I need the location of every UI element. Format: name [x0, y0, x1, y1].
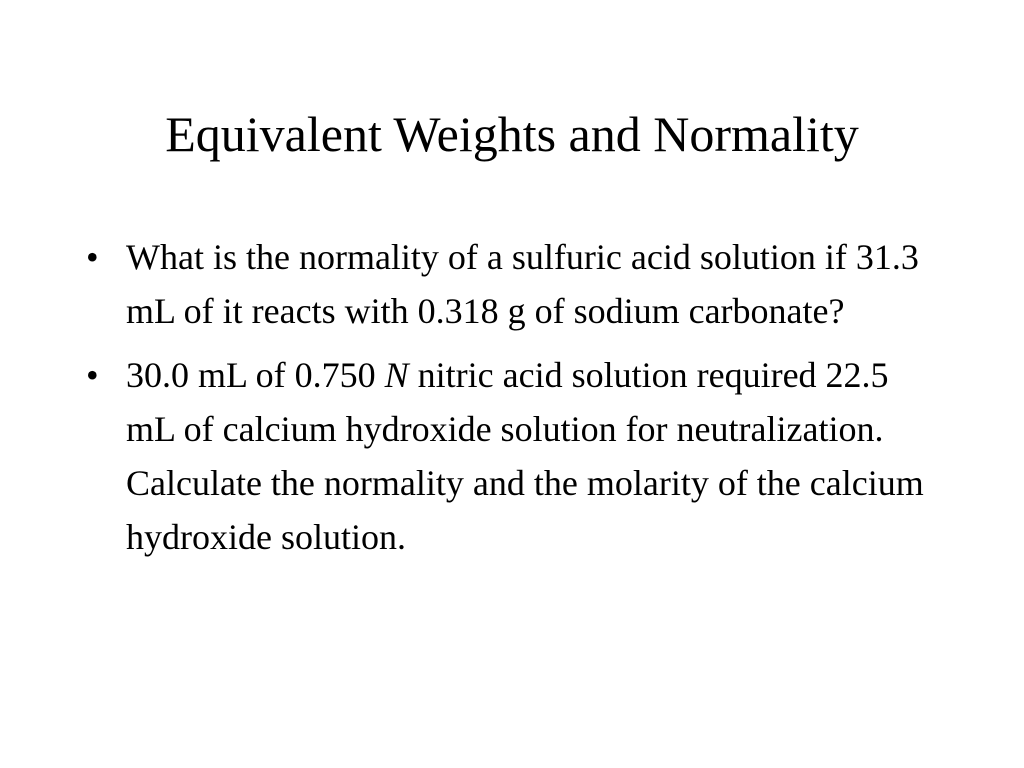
bullet-text-1: What is the normality of a sulfuric acid solution if 31.3 mL of it reacts with 0.318 g of sodium carbonate? [126, 237, 919, 331]
normality-symbol: N [384, 355, 409, 395]
bullet-dot-icon: • [86, 237, 99, 277]
slide-title: Equivalent Weights and Normality [165, 106, 859, 162]
bullet-item-1 [82, 230, 942, 338]
bullet-dot-icon: • [86, 355, 99, 395]
bullet-text-2-start: 30.0 mL of 0.750 [126, 355, 385, 395]
bullet-list [82, 230, 942, 564]
bullet-text-2-end: nitric acid solution required 22.5 mL of calcium hydroxide solution for neutralization. Calculate the normality and the molarity of the calcium hydroxide solution. [126, 355, 933, 557]
bullet-item-2 [82, 348, 942, 564]
